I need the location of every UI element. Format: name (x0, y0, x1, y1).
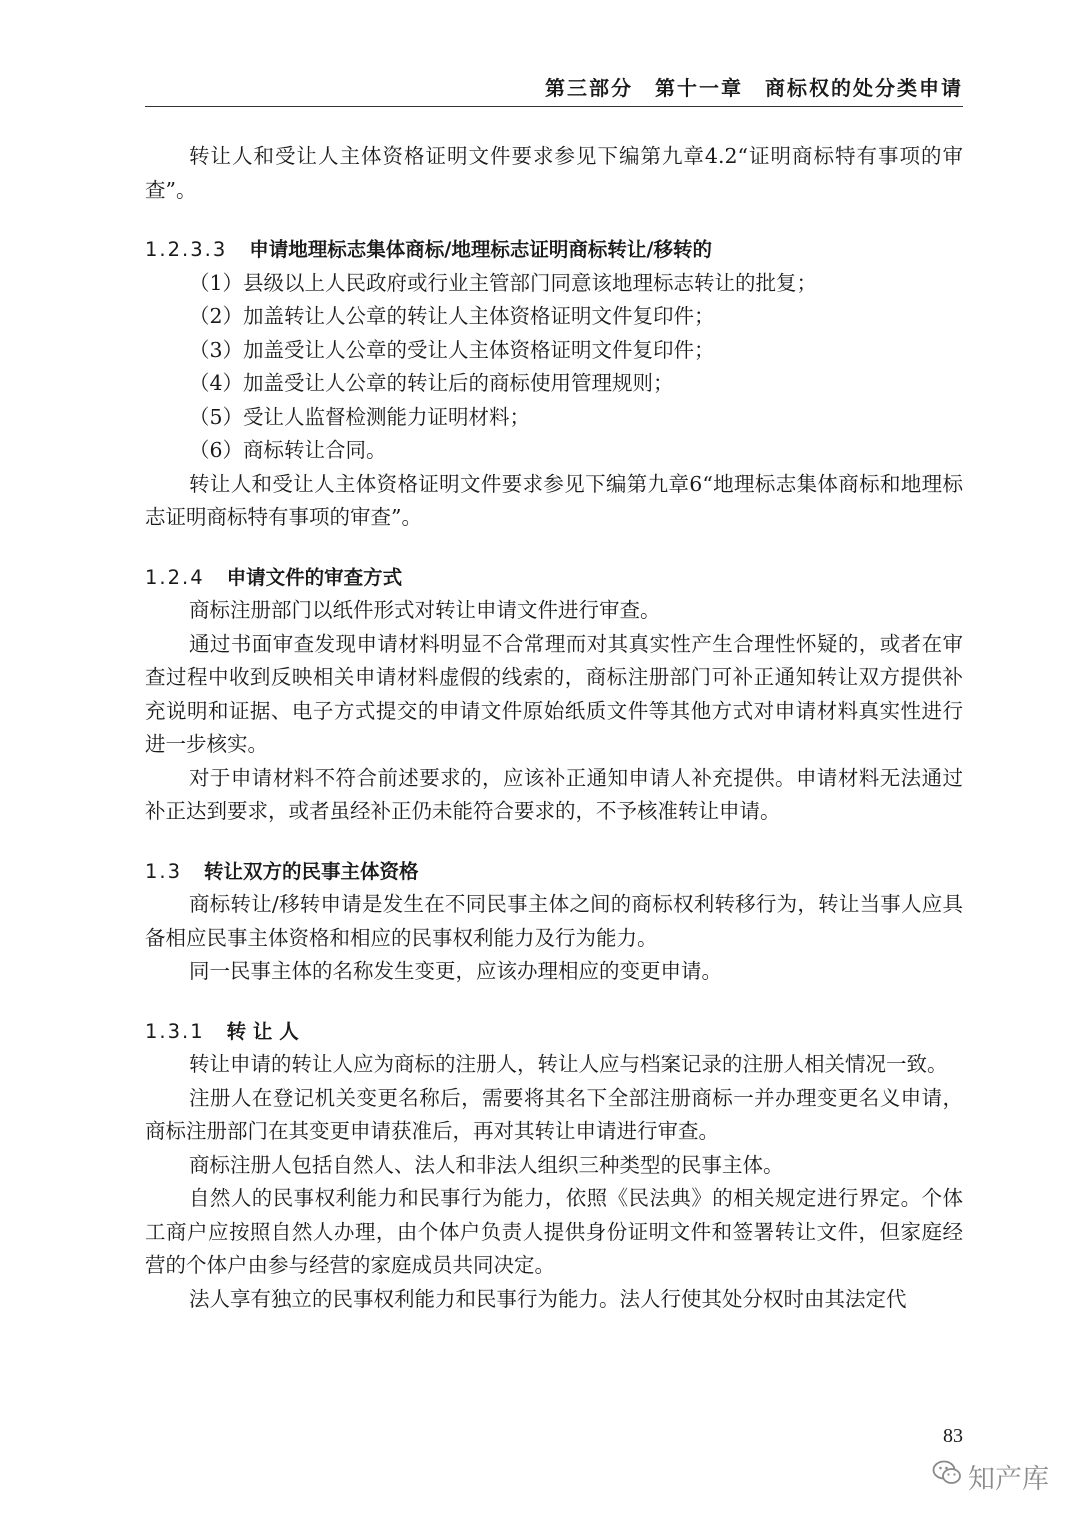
section-heading (145, 1015, 963, 1049)
paragraph: 转让人和受让人主体资格证明文件要求参见下编第九章6“地理标志集体商标和地理标志证明商标特有事项的审查”。 (145, 471, 963, 529)
page-number: 83 (943, 1425, 963, 1447)
list-item: （6）商标转让合同。 (189, 438, 387, 462)
paragraph: 对于申请材料不符合前述要求的，应该补正通知申请人补充提供。申请材料无法通过补正达到要求，或者虽经补正仍未能符合要求的，不予核准转让申请。 (145, 765, 963, 823)
list-item: （3）加盖受让人公章的受让人主体资格证明文件复印件； (189, 337, 715, 362)
watermark (932, 1456, 1049, 1496)
section-number: 1.3.1 (145, 1019, 205, 1043)
list-item: （4）加盖受让人公章的转让后的商标使用管理规则； (189, 371, 674, 395)
section-title: 申请文件的审查方式 (226, 565, 403, 589)
paragraph: 法人享有独立的民事权利能力和民事行为能力。法人行使其处分权时由其法定代 (189, 1286, 907, 1311)
list-item: （2）加盖转让人公章的转让人主体资格证明文件复印件； (189, 304, 715, 328)
section-heading (145, 233, 963, 267)
header-divider (145, 106, 963, 107)
section-number: 1.2.3.3 (145, 238, 228, 261)
section-title: 转让双方的民事主体资格 (204, 859, 419, 883)
paragraph: 注册人在登记机关变更名称后，需要将其名下全部注册商标一并办理变更名义申请，商标注册部门在其变更申请获准后，再对其转让申请进行审查。 (145, 1085, 963, 1143)
paragraph: 商标注册部门以纸件形式对转让申请文件进行审查。 (189, 598, 661, 622)
paragraph: 同一民事主体的名称发生变更，应该办理相应的变更申请。 (189, 959, 722, 983)
paragraph: 商标转让/移转申请是发生在不同民事主体之间的商标权利转移行为，转让当事人应具备相应民事主体资格和相应的民事权利能力及行为能力。 (145, 892, 963, 950)
section-number: 1.3 (145, 859, 183, 883)
paragraph: 商标注册人包括自然人、法人和非法人组织三种类型的民事主体。 (189, 1152, 784, 1177)
list-item: （1）县级以上人民政府或行业主管部门同意该地理标志转让的批复； (189, 270, 818, 295)
section-number: 1.2.4 (145, 565, 205, 589)
running-header: 第三部分 第十一章 商标权的处分类申请 (545, 76, 963, 100)
watermark-label: 知产库 (968, 1463, 1049, 1495)
section-title: 申请地理标志集体商标/地理标志证明商标转让/移转的 (249, 238, 712, 261)
section-title: 转 让 人 (226, 1019, 299, 1043)
list-item: （5）受让人监督检测能力证明材料； (189, 404, 531, 429)
paragraph: 转让申请的转让人应为商标的注册人，转让人应与档案记录的注册人相关情况一致。 (189, 1052, 948, 1076)
section-heading (145, 855, 963, 889)
wechat-icon (932, 1460, 968, 1493)
section-heading (145, 561, 963, 595)
paragraph: 自然人的民事权利能力和民事行为能力，依照《民法典》的相关规定进行界定。个体工商户应按照自然人办理，由个体户负责人提供身份证明文件和签署转让文件，但家庭经营的个体户由参与经营的家庭成员共同决定。 (145, 1186, 963, 1277)
page-body (145, 140, 963, 1316)
paragraph: 通过书面审查发现申请材料明显不合常理而对其真实性产生合理性怀疑的，或者在审查过程中收到反映相关申请材料虚假的线索的，商标注册部门可补正通知转让双方提供补充说明和证据、电子方式提交的申请文件原始纸质文件等其他方式对申请材料真实性进行进一步核实。 (145, 631, 963, 756)
paragraph: 转让人和受让人主体资格证明文件要求参见下编第九章4.2“证明商标特有事项的审查”。 (145, 144, 963, 202)
